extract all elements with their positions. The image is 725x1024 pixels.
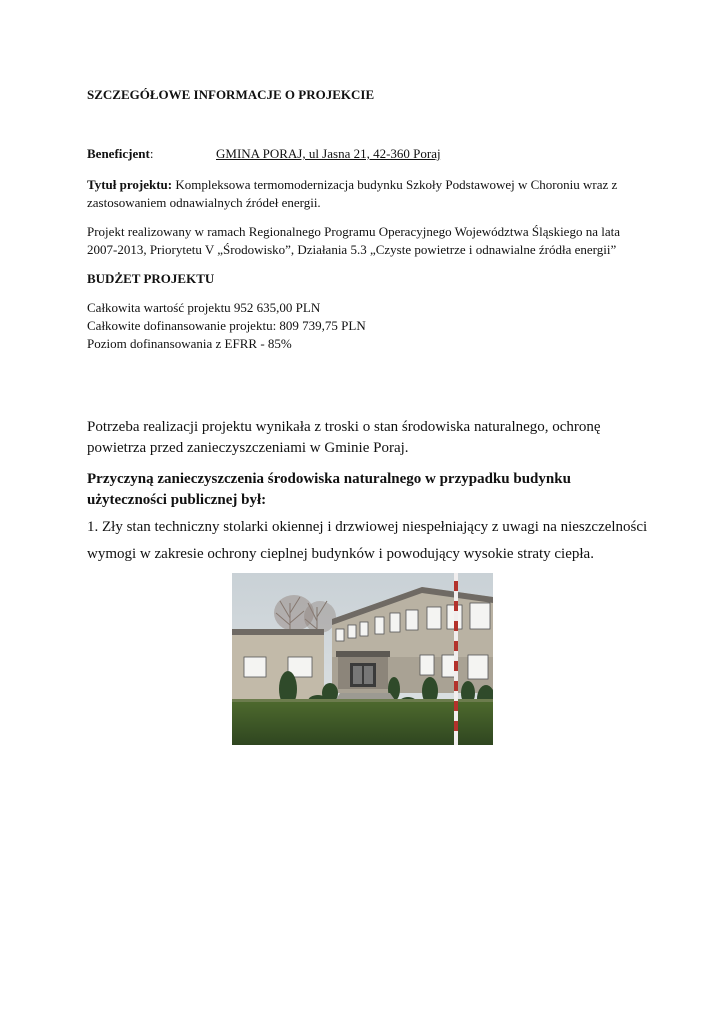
budget-total-value: Całkowita wartość projektu 952 635,00 PLN xyxy=(87,300,321,315)
need-line-2: powietrza przed zanieczyszczeniami w Gminie Poraj. xyxy=(87,440,409,456)
beneficiary-value: GMINA PORAJ, ul Jasna 21, 42-360 Poraj xyxy=(216,146,441,161)
beneficiary-label-row xyxy=(87,145,153,163)
project-title-label: Tytuł projektu: xyxy=(87,177,173,192)
budget-cofinancing-level: Poziom dofinansowania z EFRR - 85% xyxy=(87,336,292,351)
project-title-line-1 xyxy=(87,176,617,194)
item-1-line-2: wymogi w zakresie ochrony cieplnej budynków i powodujący wysokie straty ciepła. xyxy=(87,546,594,562)
item-1-line-1: 1. Zły stan techniczny stolarki okiennej i drzwiowej niespełniający z uwagi na nieszczelności xyxy=(87,519,648,535)
cause-heading-line-1: Przyczyną zanieczyszczenia środowiska naturalnego w przypadku budynku xyxy=(87,471,571,487)
beneficiary-label: Beneficjent xyxy=(87,146,150,161)
project-title-line-2: zastosowaniem odnawialnych źródeł energii. xyxy=(87,195,321,210)
school-building-photo xyxy=(232,573,493,745)
budget-total-cofinancing: Całkowite dofinansowanie projektu: 809 739,75 PLN xyxy=(87,318,366,333)
program-line-2: 2007-2013, Priorytetu V „Środowisko”, Działania 5.3 „Czyste powietrze i odnawialne źródła energii” xyxy=(87,242,617,257)
page-heading: SZCZEGÓŁOWE INFORMACJE O PROJEKCIE xyxy=(87,87,375,102)
need-line-1: Potrzeba realizacji projektu wynikała z troski o stan środowiska naturalnego, ochronę xyxy=(87,419,601,435)
budget-heading: BUDŻET PROJEKTU xyxy=(87,271,215,286)
program-line-1: Projekt realizowany w ramach Regionalnego Programu Operacyjnego Województwa Śląskiego na lata xyxy=(87,224,620,239)
cause-heading-line-2: użyteczności publicznej był: xyxy=(87,492,267,508)
project-title-text: Kompleksowa termomodernizacja budynku Szkoły Podstawowej w Choroniu wraz z xyxy=(172,177,618,192)
school-building-illustration xyxy=(232,573,493,745)
beneficiary-colon: : xyxy=(149,146,154,161)
